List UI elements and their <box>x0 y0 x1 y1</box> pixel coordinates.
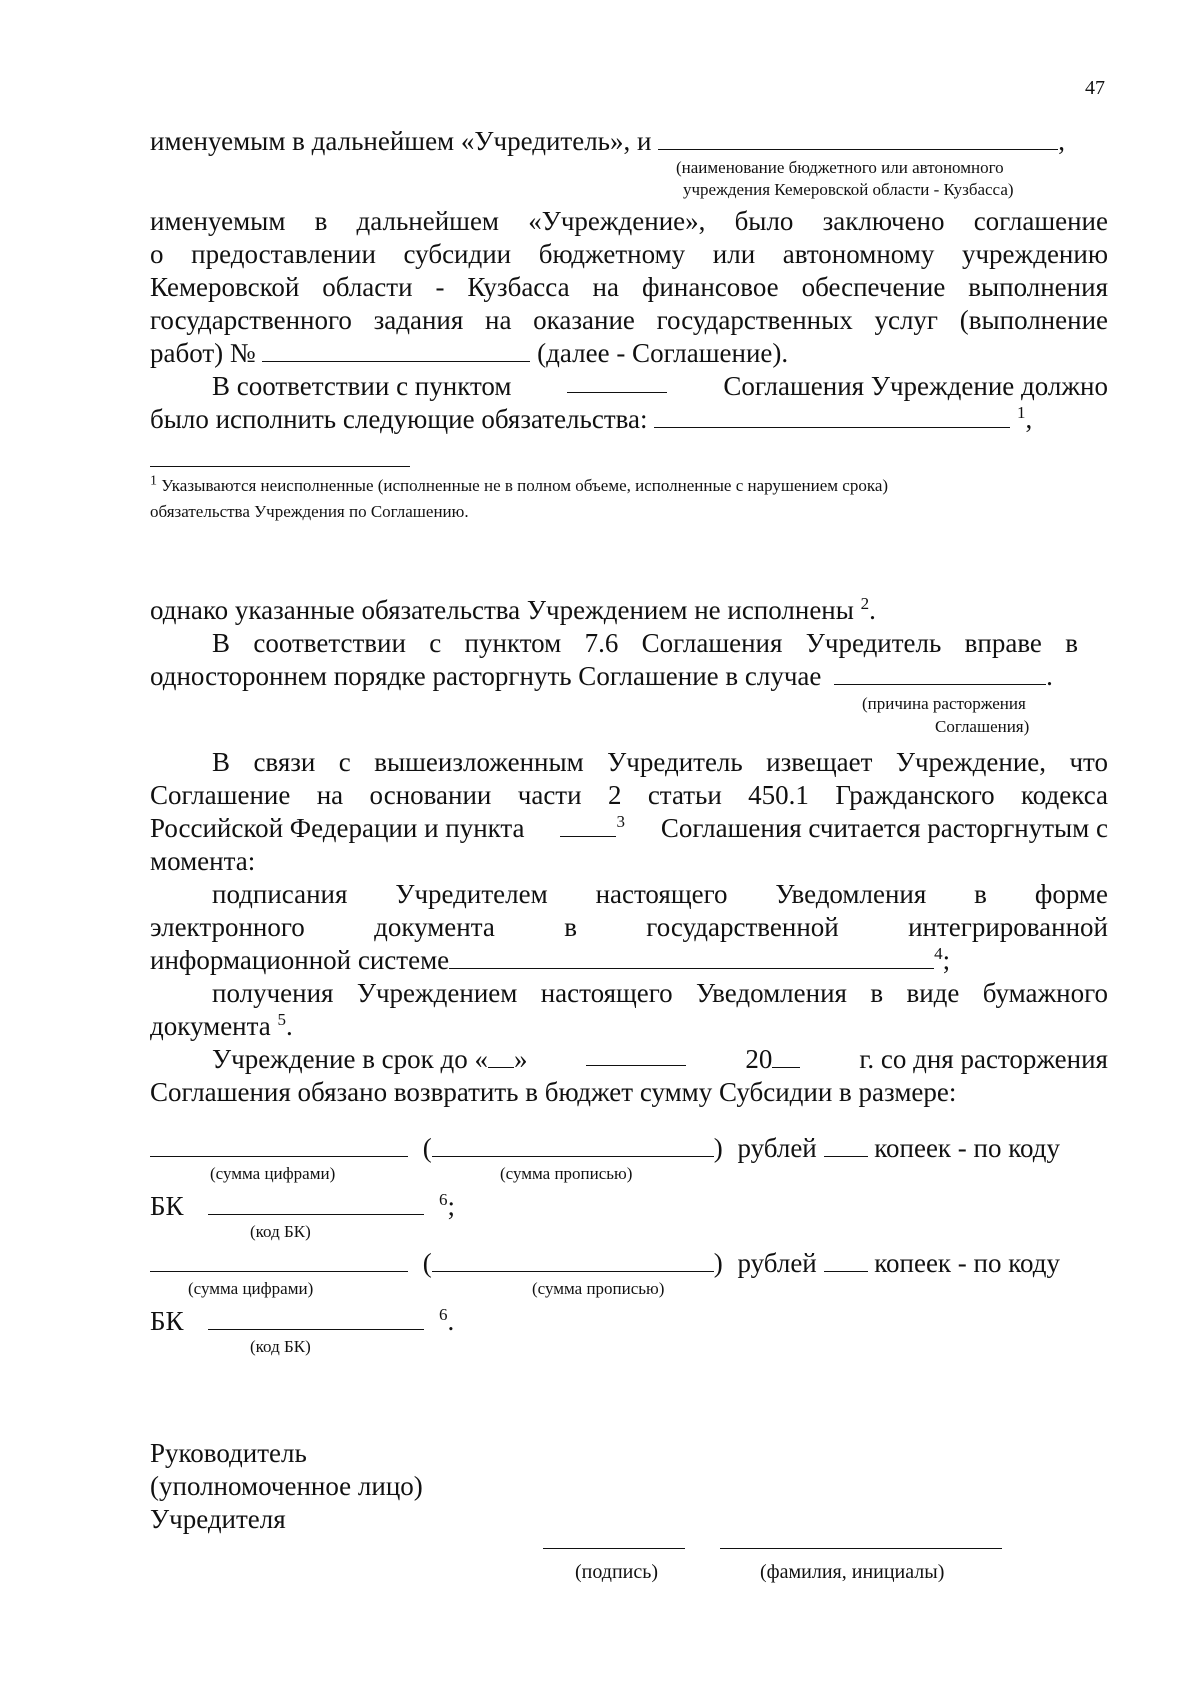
footnote-separator <box>150 466 410 467</box>
paragraph-line: именуемым в дальнейшем «Учреждение», было заключено соглашение <box>150 206 1108 236</box>
blank-day[interactable] <box>488 1045 514 1068</box>
caption-sum-words: (сумма прописью) <box>532 1279 665 1298</box>
caption-sum-digits: (сумма цифрами) <box>188 1279 314 1298</box>
caption-sum-words: (сумма прописью) <box>500 1164 633 1183</box>
blank-month[interactable] <box>586 1043 686 1066</box>
paragraph-line: Соглашение на основании части 2 статьи 450.1 Гражданского кодекса <box>150 780 1108 810</box>
blank-kopecks[interactable] <box>824 1249 868 1272</box>
text-line: работ) № (далее - Соглашение). <box>150 338 789 368</box>
bk-row: БК $^6$. <box>150 1305 455 1336</box>
caption-reason-1: (причина расторжения <box>862 694 1026 713</box>
signatory-title: (уполномоченное лицо) <box>150 1471 423 1501</box>
text-line: момента: <box>150 846 256 876</box>
blank-termination-reason[interactable] <box>834 662 1046 685</box>
signature-line[interactable] <box>543 1548 685 1549</box>
text-line: одностороннем порядке расторгнуть Соглашение в случае . <box>150 661 1053 691</box>
blank-agreement-number[interactable] <box>262 339 530 362</box>
blank-institution-name[interactable] <box>658 127 1058 150</box>
page-number: 47 <box>1085 77 1105 99</box>
text-line: однако указанные обязательства Учреждением не исполнены $^2$. <box>150 594 876 625</box>
blank-bk-code[interactable] <box>208 1307 424 1330</box>
blank-sum-digits[interactable] <box>150 1134 408 1157</box>
blank-sum-digits[interactable] <box>150 1249 408 1272</box>
paragraph-line: о предоставлении субсидии бюджетному или автономному учреждению <box>150 239 1108 269</box>
text-line: информационной системе $^4$; <box>150 944 951 975</box>
blank-sum-words[interactable] <box>432 1134 714 1157</box>
text-line: Учреждение в срок до « » 20 г. со дня расторжения <box>212 1044 1108 1074</box>
text-line: документа $^5$. <box>150 1010 293 1041</box>
paragraph-line: подписания Учредителем настоящего Уведомления в форме <box>212 879 1108 909</box>
bk-row: БК $^6$; <box>150 1190 456 1221</box>
caption-reason-2: Соглашения) <box>935 717 1030 736</box>
payment-row: ( ) рублей копеек - по коду <box>150 1247 1060 1280</box>
blank-clause-number[interactable] <box>567 370 667 393</box>
payment-row: ( ) рублей копеек - по коду <box>150 1132 1060 1165</box>
blank-year[interactable] <box>772 1045 800 1068</box>
footnote-line: $^1$ Указываются неисполненные (исполненные не в полном объеме, исполненные с нарушением срока) <box>150 473 889 495</box>
blank-information-system[interactable] <box>449 946 934 969</box>
caption-signature: (подпись) <box>575 1561 659 1583</box>
paragraph-line: В связи с вышеизложенным Учредитель извещает Учреждение, что <box>212 747 1108 777</box>
signatory-title: Руководитель <box>150 1438 307 1468</box>
blank-bk-code[interactable] <box>208 1192 424 1215</box>
caption-name: (фамилия, инициалы) <box>760 1561 945 1583</box>
paragraph-line: В соответствии с пунктом 7.6 Соглашения Учредитель вправе в <box>212 628 1078 658</box>
blank-obligations[interactable] <box>654 405 1010 428</box>
paragraph-line: получения Учреждением настоящего Уведомления в виде бумажного <box>212 978 1108 1008</box>
name-line[interactable] <box>720 1548 1002 1549</box>
caption-institution-2: учреждения Кемеровской области - Кузбасса) <box>683 180 1014 199</box>
signatory-title: Учредителя <box>150 1504 286 1534</box>
blank-clause-number[interactable] <box>560 814 616 837</box>
caption-sum-digits: (сумма цифрами) <box>210 1164 336 1183</box>
caption-bk-code: (код БК) <box>250 1337 311 1356</box>
caption-institution-1: (наименование бюджетного или автономного <box>676 158 1004 177</box>
text-line: было исполнить следующие обязательства: $^1$, <box>150 403 1033 434</box>
paragraph-line: электронного документа в государственной интегрированной <box>150 912 1108 942</box>
caption-bk-code: (код БК) <box>250 1222 311 1241</box>
footnote-line: обязательства Учреждения по Соглашению. <box>150 502 469 521</box>
paragraph-line: государственного задания на оказание государственных услуг (выполнение <box>150 305 1108 335</box>
text-line: именуемым в дальнейшем «Учредитель», и , <box>150 126 1065 156</box>
paragraph-line: Кемеровской области - Кузбасса на финансовое обеспечение выполнения <box>150 272 1108 302</box>
text-line: Соглашения обязано возвратить в бюджет сумму Субсидии в размере: <box>150 1077 957 1107</box>
blank-kopecks[interactable] <box>824 1134 868 1157</box>
blank-sum-words[interactable] <box>432 1249 714 1272</box>
text-line: Российской Федерации и пункта $^3$ Соглашения считается расторгнутым с <box>150 812 1108 843</box>
text-line: В соответствии с пунктом Соглашения Учреждение должно <box>212 371 1108 401</box>
